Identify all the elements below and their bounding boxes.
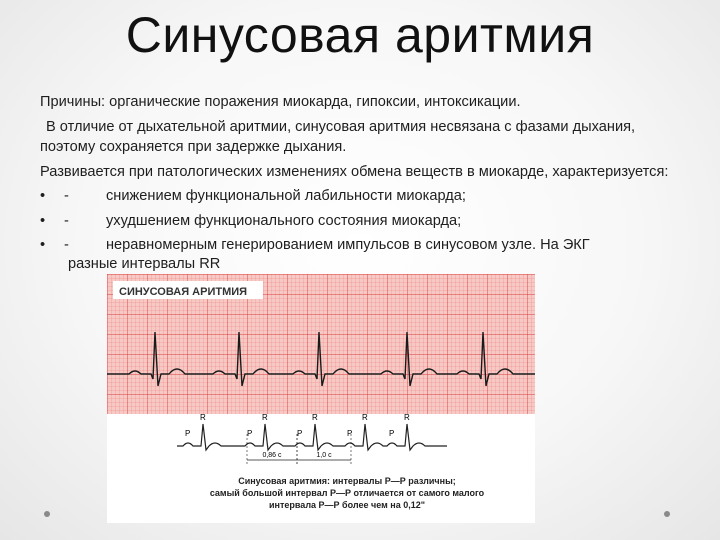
- interval-markers: [247, 434, 351, 464]
- r-wave-label: R: [262, 413, 268, 422]
- causes-paragraph: Причины: органические поражения миокарда, гипоксии, интоксикации.: [40, 94, 521, 110]
- bullet-item: [40, 211, 680, 232]
- ecg-caption-line-3: интервала Р—Р более чем на 0,12": [269, 500, 425, 510]
- r-wave-label: R: [200, 413, 206, 422]
- bullet-item: [40, 235, 680, 256]
- p-wave-label: P: [389, 429, 395, 438]
- left-corner-dot: [44, 511, 50, 517]
- wave-labels: [185, 413, 410, 438]
- bullet-marker: •: [40, 237, 46, 253]
- p-wave-label: P: [185, 429, 191, 438]
- bullet-dash: -: [64, 212, 69, 229]
- p-wave-label: P: [347, 429, 353, 438]
- bullet-continuation: разные интервалы RR: [68, 255, 221, 272]
- slide-title: Синусовая аритмия: [125, 7, 595, 63]
- interval-1-label: 0,86 с: [262, 452, 282, 459]
- p-wave-label: P: [247, 429, 253, 438]
- slide-body: [40, 92, 680, 274]
- p-wave-label: P: [297, 429, 303, 438]
- ecg-title: СИНУСОВАЯ АРИТМИЯ: [119, 286, 248, 298]
- interval-2-label: 1,0 с: [316, 452, 332, 459]
- r-wave-label: R: [362, 413, 368, 422]
- bullet-marker: •: [40, 188, 46, 204]
- bullet-marker: •: [40, 212, 46, 229]
- r-wave-label: R: [404, 413, 410, 422]
- ecg-figure: [107, 274, 535, 523]
- ecg-schematic-trace: [177, 424, 447, 450]
- bullet-text: ухудшением функционального состояния миокарда;: [106, 212, 462, 229]
- bullet-text: неравномерным генерированием импульсов в синусовом узле. На ЭКГ: [106, 237, 590, 253]
- development-paragraph: Развивается при патологических изменениях обмена веществ в миокарде, характеризуется:: [40, 163, 669, 180]
- bullet-text: снижением функциональной лабильности миокарда;: [106, 188, 466, 204]
- bullet-item: [40, 186, 680, 207]
- ecg-caption-line-1: Синусовая аритмия: интервалы Р—Р различны;: [238, 476, 456, 486]
- ecg-caption-line-2: самый большой интервал Р—Р отличается от самого малого: [209, 488, 485, 498]
- difference-paragraph: В отличие от дыхательной аритмии, синусовая аритмия несвязана с фазами дыхания, поэтому сохраняется при задержке дыхания.: [40, 118, 636, 155]
- ecg-illustration: [107, 274, 535, 523]
- r-wave-label: R: [312, 413, 318, 422]
- bullet-dash: -: [64, 237, 69, 253]
- bullet-dash: -: [64, 188, 69, 204]
- right-corner-dot: [664, 511, 670, 517]
